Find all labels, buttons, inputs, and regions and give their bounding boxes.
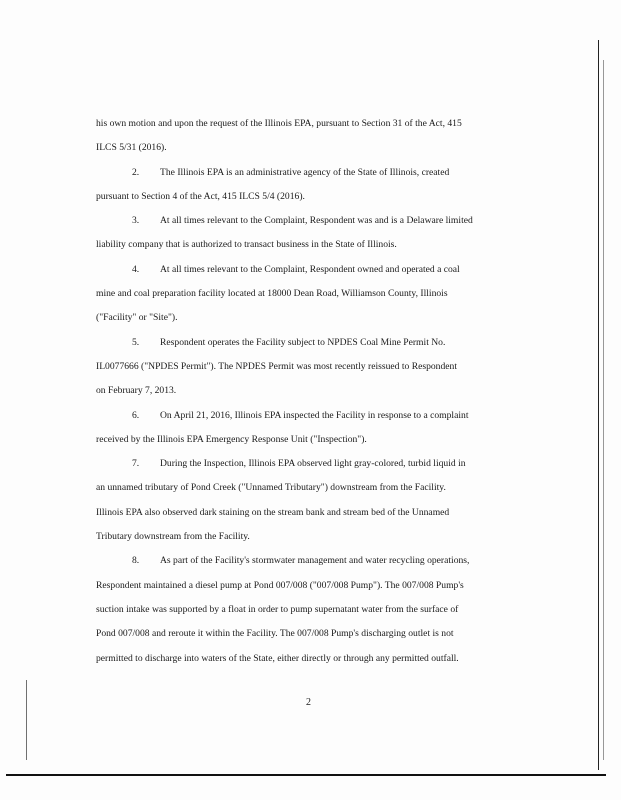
paragraph-start — [96, 404, 526, 428]
text-line: Respondent maintained a diesel pump at Pond 007/008 ("007/008 Pump"). The 007/008 Pump's — [96, 579, 464, 591]
paragraph-start — [96, 161, 526, 185]
text-line: Illinois EPA also observed dark staining on the stream bank and stream bed of the Unnamed — [96, 506, 450, 518]
text-line: pursuant to Section 4 of the Act, 415 ILCS 5/4 (2016). — [96, 190, 305, 202]
paragraph-number: 7. — [132, 458, 140, 470]
text-line: Respondent operates the Facility subject to NPDES Coal Mine Permit No. — [160, 336, 446, 348]
text-line: liability company that is authorized to transact business in the State of Illinois. — [96, 239, 397, 251]
text-line: IL0077666 ("NPDES Permit"). The NPDES Permit was most recently reissued to Respondent — [96, 360, 457, 372]
paragraph-start — [96, 258, 526, 282]
scan-border-right-inner — [603, 60, 604, 760]
text-line: his own motion and upon the request of the Illinois EPA, pursuant to Section 31 of the Act, 415 — [96, 118, 462, 129]
scan-border-bottom — [6, 774, 606, 776]
text-line: mine and coal preparation facility located at 18000 Dean Road, Williamson County, Illinois — [96, 288, 448, 300]
paragraph-number: 5. — [132, 336, 140, 348]
text-line: ILCS 5/31 (2016). — [96, 142, 167, 154]
text-line: The Illinois EPA is an administrative agency of the State of Illinois, created — [160, 166, 450, 178]
paragraph-number: 6. — [132, 409, 140, 421]
paragraph-start — [96, 209, 526, 233]
text-line: During the Inspection, Illinois EPA observed light gray-colored, turbid liquid in — [160, 458, 466, 470]
page-number: 2 — [306, 697, 311, 708]
body-text — [96, 112, 526, 671]
paragraph-number: 4. — [132, 263, 140, 275]
paragraph-start — [96, 452, 526, 476]
paragraph-number: 2. — [132, 166, 140, 178]
paragraph-start — [96, 549, 526, 573]
text-line: ("Facility" or "Site"). — [96, 312, 178, 324]
text-line: received by the Illinois EPA Emergency Response Unit ("Inspection"). — [96, 433, 367, 445]
text-line: on February 7, 2013. — [96, 385, 177, 397]
text-line: Tributary downstream from the Facility. — [96, 531, 250, 543]
text-line: At all times relevant to the Complaint, Respondent owned and operated a coal — [160, 263, 460, 275]
text-line: As part of the Facility's stormwater management and water recycling operations, — [160, 555, 470, 567]
paragraph-number: 3. — [132, 215, 140, 227]
scan-border-left — [26, 680, 27, 760]
text-line: permitted to discharge into waters of the State, either directly or through any permitted outfall. — [96, 652, 459, 664]
text-line: On April 21, 2016, Illinois EPA inspected the Facility in response to a complaint — [160, 409, 469, 421]
scan-border-right — [598, 40, 599, 770]
text-line: an unnamed tributary of Pond Creek ("Unnamed Tributary") downstream from the Facility. — [96, 482, 446, 494]
text-line: suction intake was supported by a float in order to pump supernatant water from the surface of — [96, 603, 459, 615]
text-line: Pond 007/008 and reroute it within the Facility. The 007/008 Pump's discharging outlet is not — [96, 628, 454, 640]
text-line: At all times relevant to the Complaint, Respondent was and is a Delaware limited — [160, 215, 473, 227]
paragraph-number: 8. — [132, 555, 140, 567]
paragraph-start — [96, 331, 526, 355]
